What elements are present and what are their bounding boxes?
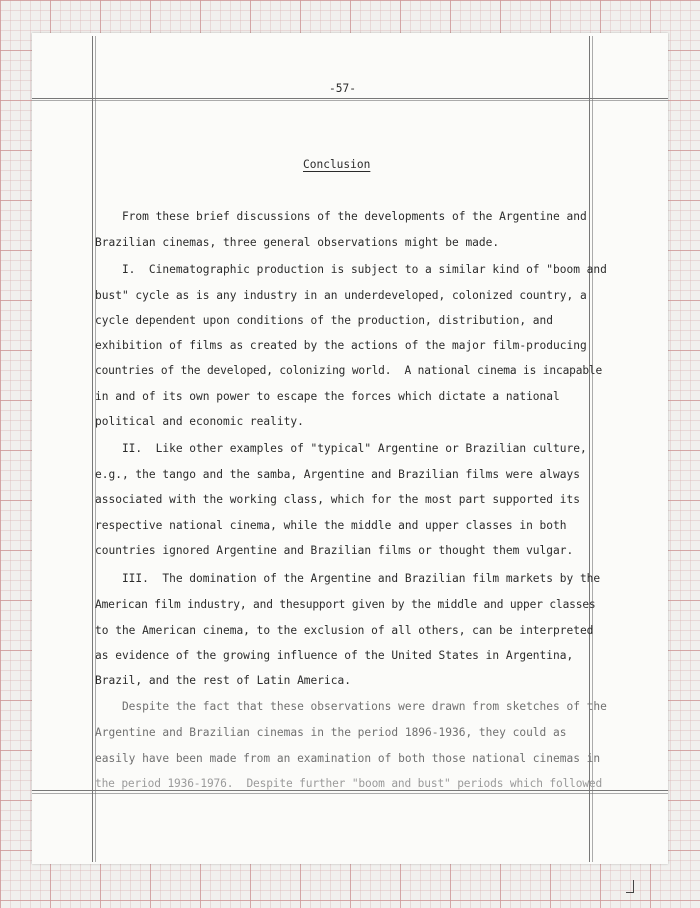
- left-margin-rule: [92, 36, 93, 862]
- right-margin-rule: [589, 36, 590, 862]
- body-line: exhibition of films as created by the actions of the major film-producing: [95, 339, 587, 352]
- body-line: e.g., the tango and the samba, Argentine and Brazilian films were always: [95, 468, 580, 481]
- body-line: to the American cinema, to the exclusion of all others, can be interpreted: [95, 624, 594, 637]
- body-line: III. The domination of the Argentine and Brazilian film markets by the: [95, 572, 601, 585]
- body-line: bust" cycle as is any industry in an underdeveloped, colonized country, a: [95, 289, 587, 302]
- body-line: countries ignored Argentine and Brazilian films or thought them vulgar.: [95, 544, 574, 557]
- body-line: in and of its own power to escape the forces which dictate a national: [95, 390, 560, 403]
- body-line: Argentine and Brazilian cinemas in the period 1896-1936, they could as: [95, 726, 567, 739]
- body-line: the period 1936-1976. Despite further "boom and bust" periods which followed: [95, 777, 603, 790]
- body-line: Brazilian cinemas, three general observations might be made.: [95, 236, 500, 249]
- bottom-margin-rule: [32, 790, 668, 791]
- bottom-margin-rule-inner: [32, 793, 668, 794]
- body-line: I. Cinematographic production is subject to a similar kind of "boom and: [95, 263, 607, 276]
- body-line: as evidence of the growing influence of the United States in Argentina,: [95, 649, 574, 662]
- top-margin-rule-inner: [32, 100, 668, 101]
- top-margin-rule: [32, 98, 668, 99]
- body-line: easily have been made from an examination of both those national cinemas in: [95, 752, 601, 765]
- page-title: Conclusion: [303, 158, 371, 171]
- body-line: From these brief discussions of the developments of the Argentine and: [95, 210, 587, 223]
- page-number: -57-: [329, 82, 356, 95]
- crop-mark: [626, 880, 634, 893]
- body-line: associated with the working class, which for the most part supported its: [95, 493, 580, 506]
- body-line: Despite the fact that these observations were drawn from sketches of the: [95, 700, 607, 713]
- right-margin-rule-inner: [592, 36, 593, 862]
- body-line: cycle dependent upon conditions of the production, distribution, and: [95, 314, 554, 327]
- body-line: countries of the developed, colonizing world. A national cinema is incapable: [95, 364, 603, 377]
- body-line: American film industry, and thesupport given by the middle and upper classes: [95, 598, 596, 611]
- body-line: II. Like other examples of "typical" Argentine or Brazilian culture,: [95, 442, 587, 455]
- body-line: Brazil, and the rest of Latin America.: [95, 674, 351, 687]
- body-line: political and economic reality.: [95, 415, 304, 428]
- body-line: respective national cinema, while the middle and upper classes in both: [95, 519, 567, 532]
